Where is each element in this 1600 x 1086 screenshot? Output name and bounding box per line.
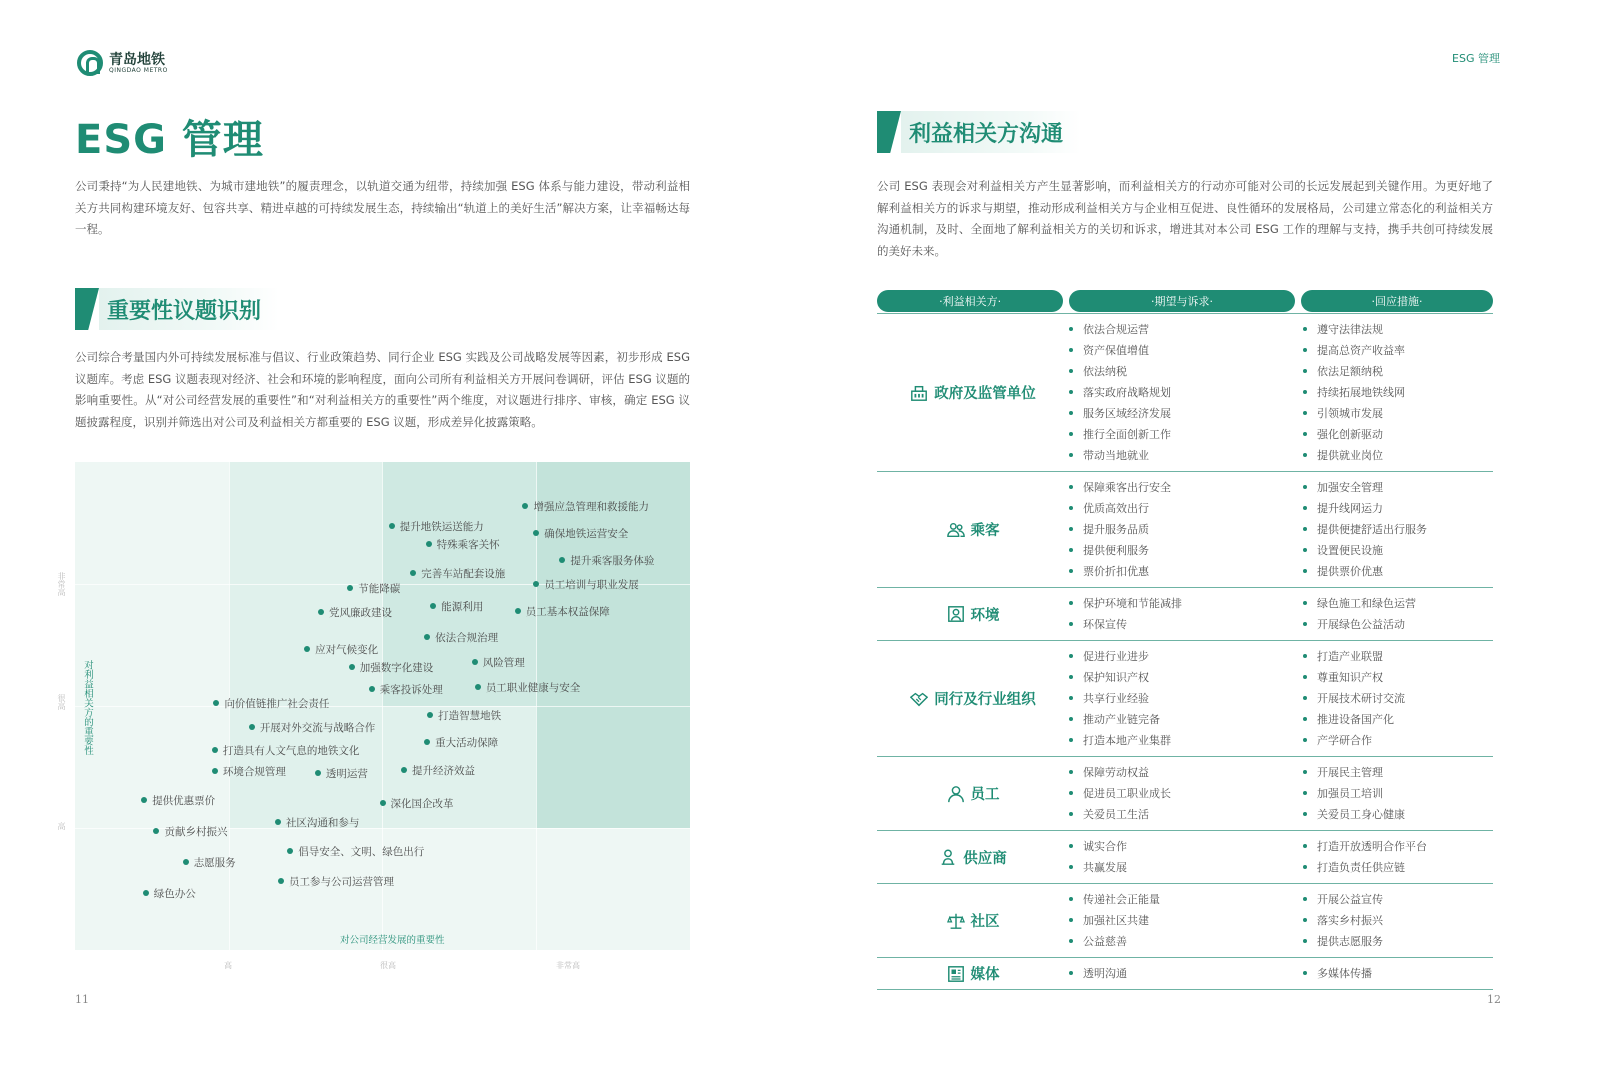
heading-bar	[877, 111, 901, 153]
point-marker	[213, 700, 219, 706]
logo	[77, 50, 168, 76]
materiality-paragraph: 公司综合考量国内外可持续发展标准与倡议、行业政策趋势、同行企业 ESG 实践及公司战略发展等因素，初步形成 ESG 议题库。考虑 ESG 议题表现对经济、社会和环境的影响程度，面向公司所有利益相关方开展问卷调研，评估 ESG 议题的影响重要性。从“对公司经营发展的重要性”和“对利益相关方的重要性”两个维度，对议题进行排序、审核，确定 ESG 议题披露程度，识别并筛选出对公司及利益相关方都重要的 ESG 议题，形成差异化披露策略。	[75, 350, 690, 429]
point-marker	[424, 739, 430, 745]
media-icon	[947, 965, 965, 983]
point-label: 节能降碳	[358, 582, 401, 595]
point-marker	[141, 797, 147, 803]
heading-bar	[75, 288, 99, 330]
matrix-point	[315, 768, 368, 780]
matrix-point	[278, 876, 394, 888]
point-label: 倡导安全、文明、绿色出行	[298, 846, 425, 859]
stakeholder-cell	[877, 519, 1069, 540]
point-label: 乘客投诉处理	[379, 684, 443, 697]
point-marker	[275, 819, 281, 825]
matrix-point	[389, 521, 484, 533]
matrix-point	[515, 606, 610, 618]
point-label: 增强应急管理和救援能力	[533, 501, 649, 514]
point-label: 打造智慧地铁	[438, 709, 502, 722]
point-label: 加强数字化建设	[359, 662, 434, 675]
list-item: 保障乘客出行安全	[1069, 477, 1303, 498]
matrix-point	[559, 555, 654, 567]
matrix-point	[143, 888, 196, 900]
list-item: 遵守法律法规	[1303, 319, 1493, 340]
point-marker	[212, 747, 218, 753]
point-label: 特殊乘客关怀	[436, 538, 500, 551]
point-label: 风险管理	[482, 657, 525, 670]
table-header	[877, 290, 1493, 312]
page-number-right: 12	[1487, 993, 1501, 1006]
point-marker	[424, 634, 430, 640]
expectations-cell	[1069, 963, 1303, 984]
point-label: 提升经济效益	[412, 764, 476, 777]
point-label: 员工参与公司运营管理	[289, 875, 395, 888]
list-item: 依法纳税	[1069, 361, 1303, 382]
point-marker	[349, 664, 355, 670]
point-label: 透明运营	[325, 768, 368, 781]
expectations-cell	[1069, 319, 1303, 466]
table-body	[877, 313, 1493, 990]
list-item: 提供便捷舒适出行服务	[1303, 519, 1493, 540]
point-label: 社区沟通和参与	[285, 817, 360, 830]
responses-cell	[1303, 646, 1493, 751]
matrix-point	[183, 857, 236, 869]
y-tick-label: 高	[57, 822, 66, 830]
point-marker	[369, 686, 375, 692]
table-row	[877, 757, 1493, 831]
matrix-point	[249, 722, 376, 734]
list-item: 共享行业经验	[1069, 688, 1303, 709]
matrix-point	[275, 817, 360, 829]
point-marker	[427, 712, 433, 718]
matrix-point	[369, 684, 443, 696]
point-label: 依法合规治理	[435, 631, 499, 644]
stakeholder-name: 供应商	[963, 850, 1007, 867]
zone-very-high	[536, 462, 690, 828]
matrix-point	[318, 607, 392, 619]
x-tick-label: 非常高	[556, 961, 580, 970]
point-marker	[533, 581, 539, 587]
point-marker	[143, 890, 149, 896]
list-item: 提供便利服务	[1069, 540, 1303, 561]
list-item: 引领城市发展	[1303, 403, 1493, 424]
x-axis-label: 对公司经营发展的重要性	[340, 935, 445, 946]
list-item: 提升线网运力	[1303, 498, 1493, 519]
expectations-cell	[1069, 762, 1303, 825]
stakeholder-cell	[877, 382, 1069, 403]
responses-cell	[1303, 889, 1493, 952]
list-item: 依法足额纳税	[1303, 361, 1493, 382]
point-label: 员工培训与职业发展	[544, 579, 639, 592]
stakeholder-name: 社区	[970, 914, 1000, 930]
point-marker	[559, 557, 565, 563]
stakeholder-name: 环境	[970, 607, 1000, 624]
x-tick-label: 高	[224, 961, 232, 970]
matrix-point	[212, 745, 360, 757]
point-label: 应对气候变化	[315, 643, 379, 656]
list-item: 开展民主管理	[1303, 762, 1493, 783]
table-row	[877, 641, 1493, 757]
point-label: 开展对外交流与战略合作	[259, 721, 376, 734]
responses-cell	[1303, 963, 1493, 984]
list-item: 关爱员工生活	[1069, 804, 1303, 825]
expectations-cell	[1069, 593, 1303, 635]
matrix-point	[472, 657, 525, 669]
list-item: 促进行业进步	[1069, 646, 1303, 667]
point-label: 员工职业健康与安全	[485, 681, 581, 694]
section-title-text: 利益相关方沟通	[901, 111, 1081, 153]
government-building-icon	[910, 384, 928, 402]
list-item: 开展绿色公益活动	[1303, 614, 1493, 635]
list-item: 促进员工职业成长	[1069, 783, 1303, 804]
point-label: 提升乘客服务体验	[570, 554, 655, 567]
point-label: 绿色办公	[153, 887, 196, 900]
point-label: 党风廉政建设	[329, 607, 392, 620]
point-label: 打造具有人文气息的地铁文化	[222, 745, 360, 758]
stakeholder-cell	[877, 783, 1069, 804]
list-item: 强化创新驱动	[1303, 424, 1493, 445]
table-row	[877, 314, 1493, 472]
list-item: 传递社会正能量	[1069, 889, 1303, 910]
table-row	[877, 958, 1493, 990]
materiality-matrix	[75, 462, 690, 950]
point-label: 完善车站配套设施	[421, 568, 506, 581]
point-marker	[515, 608, 521, 614]
responses-cell	[1303, 319, 1493, 466]
table-row	[877, 588, 1493, 641]
point-label: 深化国企改革	[390, 797, 454, 810]
point-marker	[472, 659, 478, 665]
y-tick-label: 很高	[57, 694, 66, 710]
point-marker	[278, 878, 284, 884]
table-row	[877, 472, 1493, 588]
point-marker	[389, 523, 395, 529]
point-label: 重大活动保障	[435, 736, 499, 749]
list-item: 提高总资产收益率	[1303, 340, 1493, 361]
list-item: 保障劳动权益	[1069, 762, 1303, 783]
list-item: 打造本地产业集群	[1069, 730, 1303, 751]
list-item: 加强员工培训	[1303, 783, 1493, 804]
list-item: 保护知识产权	[1069, 667, 1303, 688]
list-item: 服务区域经济发展	[1069, 403, 1303, 424]
list-item: 开展公益宣传	[1303, 889, 1493, 910]
stakeholder-name: 政府及监管单位	[934, 386, 1036, 402]
list-item: 保护环境和节能减排	[1069, 593, 1303, 614]
list-item: 落实政府战略规划	[1069, 382, 1303, 403]
list-item: 环保宣传	[1069, 614, 1303, 635]
header-expectations: ·期望与诉求·	[1069, 290, 1295, 312]
matrix-point	[153, 826, 227, 838]
matrix-point	[427, 710, 501, 722]
point-marker	[430, 603, 436, 609]
expectations-cell	[1069, 836, 1303, 878]
matrix-point	[522, 501, 649, 513]
list-item: 推行全面创新工作	[1069, 424, 1303, 445]
list-item: 提供票价优惠	[1303, 561, 1493, 582]
responses-cell	[1303, 836, 1493, 878]
point-label: 员工基本权益保障	[525, 606, 610, 619]
list-item: 提供就业岗位	[1303, 445, 1493, 466]
responses-cell	[1303, 593, 1493, 635]
stakeholder-name: 媒体	[970, 967, 1000, 983]
point-marker	[304, 646, 310, 652]
header-stakeholder: ·利益相关方·	[877, 290, 1063, 312]
matrix-point	[424, 632, 498, 644]
point-marker	[249, 724, 255, 730]
list-item: 票价折扣优惠	[1069, 561, 1303, 582]
point-marker	[380, 800, 386, 806]
passengers-icon	[947, 521, 965, 539]
list-item: 诚实合作	[1069, 836, 1303, 857]
logo-text-cn: 青岛地铁	[109, 51, 165, 68]
stakeholder-cell	[877, 688, 1069, 709]
point-label: 能源利用	[441, 601, 484, 614]
matrix-point	[304, 644, 378, 656]
section-heading-stakeholders	[877, 111, 1081, 153]
list-item: 资产保值增值	[1069, 340, 1303, 361]
point-marker	[401, 767, 407, 773]
expectations-cell	[1069, 477, 1303, 582]
matrix-point	[287, 846, 424, 858]
community-icon	[947, 912, 965, 930]
stakeholder-cell	[877, 910, 1069, 931]
list-item: 尊重知识产权	[1303, 667, 1493, 688]
point-label: 提升地铁运送能力	[399, 520, 484, 533]
list-item: 开展技术研讨交流	[1303, 688, 1493, 709]
matrix-point	[410, 568, 505, 580]
list-item: 共赢发展	[1069, 857, 1303, 878]
list-item: 加强社区共建	[1069, 910, 1303, 931]
matrix-point	[141, 795, 215, 807]
point-label: 提供优惠票价	[152, 795, 216, 808]
matrix-point	[475, 682, 581, 694]
expectations-cell	[1069, 889, 1303, 952]
point-marker	[533, 530, 539, 536]
list-item: 公益慈善	[1069, 931, 1303, 952]
stakeholder-cell	[877, 847, 1069, 868]
list-item: 加强安全管理	[1303, 477, 1493, 498]
table-row	[877, 831, 1493, 884]
supplier-icon	[939, 848, 957, 866]
matrix-point	[347, 583, 400, 595]
header-responses: ·回应措施·	[1301, 290, 1493, 312]
list-item: 推进设备国产化	[1303, 709, 1493, 730]
matrix-point	[430, 601, 483, 613]
section-heading-materiality	[75, 288, 279, 330]
environment-icon	[947, 605, 965, 623]
point-marker	[522, 503, 528, 509]
matrix-point	[533, 528, 628, 540]
point-marker	[183, 859, 189, 865]
x-tick-label: 很高	[380, 961, 396, 970]
list-item: 透明沟通	[1069, 963, 1303, 984]
list-item: 绿色施工和绿色运营	[1303, 593, 1493, 614]
matrix-point	[426, 539, 500, 551]
list-item: 多媒体传播	[1303, 963, 1493, 984]
list-item: 产学研合作	[1303, 730, 1493, 751]
list-item: 推动产业链完备	[1069, 709, 1303, 730]
employee-icon	[947, 785, 965, 803]
page-number-left: 11	[75, 993, 89, 1006]
stakeholder-name: 同行及行业组织	[934, 692, 1036, 708]
matrix-point	[349, 662, 434, 674]
matrix-point	[533, 579, 639, 591]
expectations-cell	[1069, 646, 1303, 751]
matrix-point	[213, 698, 329, 710]
point-marker	[153, 828, 159, 834]
list-item: 带动当地就业	[1069, 445, 1303, 466]
running-header: ESG 管理	[1452, 52, 1500, 65]
metro-logo-icon	[77, 50, 103, 76]
table-row	[877, 884, 1493, 958]
section-title-text: 重要性议题识别	[99, 288, 279, 330]
list-item: 持续拓展地铁线网	[1303, 382, 1493, 403]
list-item: 打造产业联盟	[1303, 646, 1493, 667]
point-marker	[347, 585, 353, 591]
stakeholder-paragraph: 公司 ESG 表现会对利益相关方产生显著影响，而利益相关方的行动亦可能对公司的长远发展起到关键作用。为更好地了解利益相关方的诉求与期望，推动形成利益相关方与企业相互促进、良性循环的发展格局，公司建立常态化的利益相关方沟通机制，及时、全面地了解利益相关方的关切和诉求，增进其对本公司 ESG 工作的理解与支持，携手共创可持续发展的美好未来。	[877, 179, 1493, 258]
list-item: 打造负责任供应链	[1303, 857, 1493, 878]
point-label: 环境合规管理	[222, 765, 286, 778]
point-marker	[315, 770, 321, 776]
y-tick-label: 非常高	[57, 572, 66, 596]
stakeholder-table	[877, 290, 1493, 990]
stakeholder-name: 员工	[970, 787, 1000, 803]
point-label: 确保地铁运营安全	[544, 527, 629, 540]
point-marker	[426, 541, 432, 547]
stakeholder-cell	[877, 604, 1069, 625]
logo-text-en: QINGDAO METRO	[109, 66, 168, 74]
list-item: 设置便民设施	[1303, 540, 1493, 561]
list-item: 打造开放透明合作平台	[1303, 836, 1493, 857]
list-item: 落实乡村振兴	[1303, 910, 1493, 931]
point-marker	[212, 768, 218, 774]
y-axis-label: 对利益相关方的重要性	[82, 660, 93, 755]
point-label: 志愿服务	[193, 857, 236, 870]
grid-line	[75, 706, 690, 707]
page-title: ESG 管理	[75, 117, 264, 163]
point-marker	[410, 570, 416, 576]
matrix-point	[401, 765, 475, 777]
point-marker	[475, 684, 481, 690]
list-item: 关爱员工身心健康	[1303, 804, 1493, 825]
handshake-icon	[910, 690, 928, 708]
list-item: 提供志愿服务	[1303, 931, 1493, 952]
responses-cell	[1303, 762, 1493, 825]
matrix-point	[424, 737, 498, 749]
list-item: 提升服务品质	[1069, 519, 1303, 540]
stakeholder-cell	[877, 963, 1069, 984]
intro-paragraph: 公司秉持“为人民建地铁、为城市建地铁”的履责理念，以轨道交通为纽带，持续加强 ESG 体系与能力建设，带动利益相关方共同构建环境友好、包容共享、精进卓越的可持续发展生态，持续输出“轨道上的美好生活”解决方案，让幸福畅达每一程。	[75, 179, 690, 236]
matrix-point	[380, 798, 454, 810]
list-item: 依法合规运营	[1069, 319, 1303, 340]
point-label: 向价值链推广社会责任	[224, 697, 330, 710]
list-item: 优质高效出行	[1069, 498, 1303, 519]
point-marker	[287, 848, 293, 854]
point-label: 贡献乡村振兴	[164, 825, 228, 838]
responses-cell	[1303, 477, 1493, 582]
matrix-point	[212, 766, 286, 778]
stakeholder-name: 乘客	[970, 523, 1000, 539]
point-marker	[318, 609, 324, 615]
